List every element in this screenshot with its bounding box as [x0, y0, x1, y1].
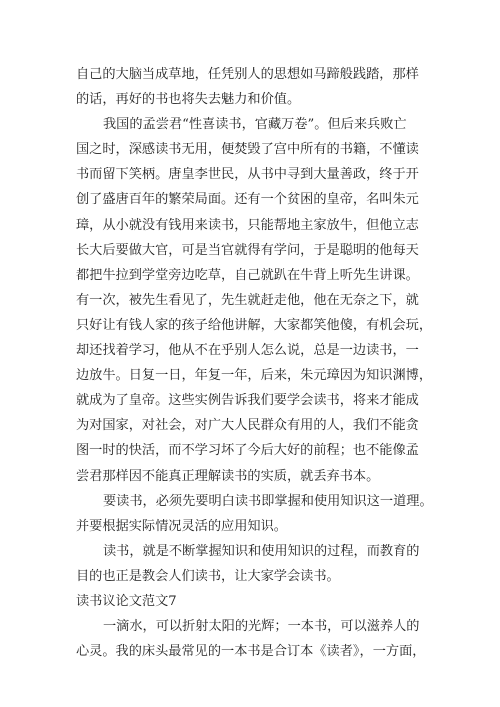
- text-line: 并要根据实际情况灵活的应用知识。: [76, 518, 287, 534]
- text-line: 尝君那样因不能真正理解读书的实质，就丢弃书本。: [76, 468, 380, 484]
- text-line: 读书，就是不断掌握知识和使用知识的过程，而教育的: [103, 543, 420, 559]
- text-line: 创了盛唐百年的繁荣局面。还有一个贫困的皇帝，名叫朱元: [76, 192, 419, 208]
- text-line: 国之时，深感读书无用，便焚毁了宫中所有的书籍，不懂读: [76, 142, 419, 158]
- text-line: 就成为了皇帝。这些实例告诉我们要学会读书，将来才能成: [76, 393, 419, 409]
- text-line: 边放牛。日复一日，年复一年，后来，朱元璋因为知识渊博，: [76, 368, 433, 384]
- text-line: 只好让有钱人家的孩子给他讲解，大家都笑他傻，有机会玩，: [76, 317, 433, 333]
- text-line: 自己的大脑当成草地，任凭别人的思想如马蹄般践踏，那样: [76, 67, 419, 82]
- text-line: 我国的孟尝君“性喜读书，官藏万卷”。但后来兵败亡: [103, 117, 407, 133]
- text-line: 图一时的快活，而不学习坏了今后大好的前程；也不能像孟: [76, 443, 419, 459]
- text-line: 心灵。我的床头最常见的一本书是合订本《读者》，一方面，: [76, 644, 426, 660]
- text-line: 一滴水，可以折射太阳的光辉；一本书，可以滋养人的: [103, 619, 420, 635]
- text-line: 书而留下笑柄。唐皇李世民，从书中寻到大量善政，终于开: [76, 167, 419, 183]
- text-line: 长大后要做大官，可是当官就得有学问，于是聪明的他每天: [76, 242, 419, 258]
- text-line: 却还找着学习，他从不在乎别人怎么说，总是一边读书，一: [76, 343, 419, 359]
- text-line: 璋，从小就没有钱用来读书，只能帮地主家放牛，但他立志: [76, 217, 419, 233]
- document-body: [76, 62, 433, 664]
- text-line: 目的也正是教会人们读书，让大家学会读书。: [76, 568, 340, 584]
- text-line: 的话，再好的书也将失去魅力和价值。: [76, 92, 301, 108]
- text-line: 要读书，必须先要明白读书即掌握和使用知识这一道理。: [103, 493, 433, 509]
- section-heading: 读书议论文范文7: [76, 593, 177, 609]
- text-line: 都把牛拉到学堂旁边吃草，自己就趴在牛背上听先生讲课。: [76, 267, 419, 283]
- text-line: 为对国家，对社会，对广大人民群众有用的人，我们不能贪: [76, 418, 419, 434]
- text-line: 有一次，被先生看见了，先生就赶走他，他在无奈之下，就: [76, 292, 419, 308]
